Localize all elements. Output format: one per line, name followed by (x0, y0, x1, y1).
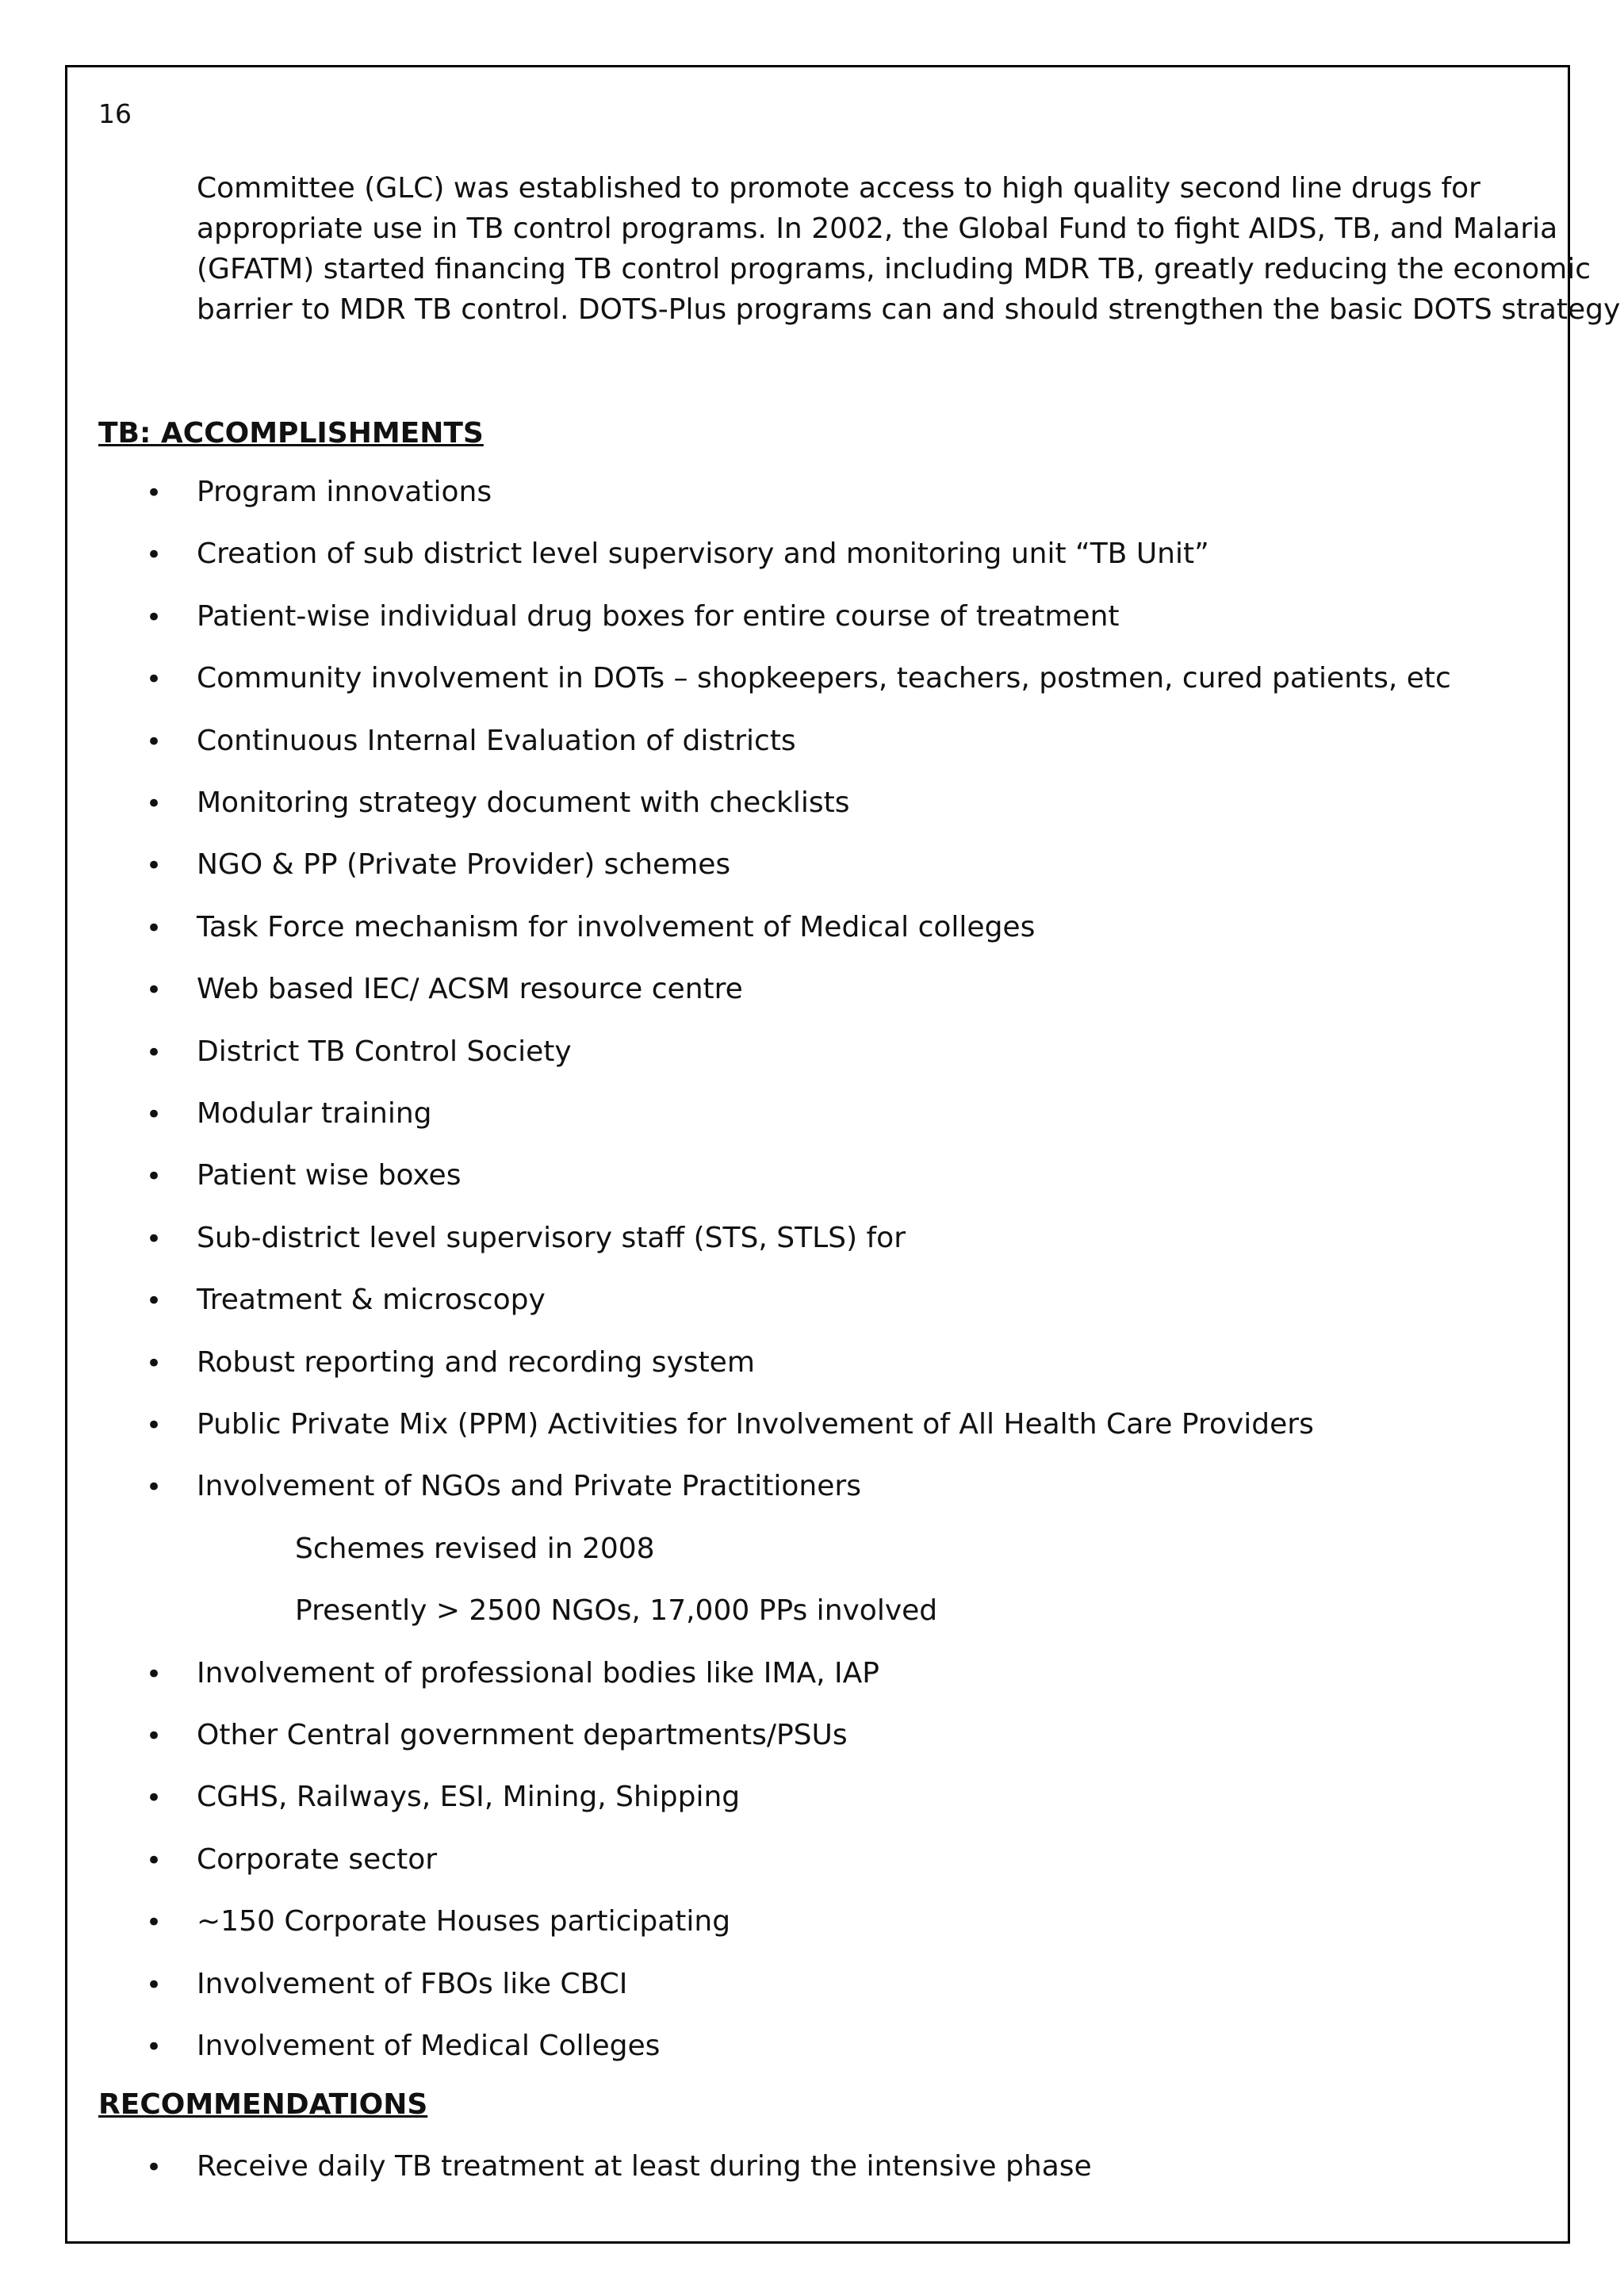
list-item: Web based IEC/ ACSM resource centre (197, 973, 743, 1005)
intro-paragraph (197, 168, 1621, 330)
list-item: Creation of sub district level supervisory and monitoring unit “TB Unit” (197, 538, 1209, 570)
bullet-icon: • (146, 1907, 163, 1938)
list-subitem: Schemes revised in 2008 (295, 1533, 655, 1565)
list-item: Monitoring strategy document with checklists (197, 786, 850, 819)
bullet-icon: • (146, 1099, 163, 1131)
bullet-icon: • (146, 913, 163, 944)
bullet-icon: • (146, 974, 163, 1006)
list-item: ~150 Corporate Houses participating (197, 1905, 731, 1938)
bullet-icon: • (146, 1782, 163, 1814)
list-item: Patient wise boxes (197, 1159, 462, 1192)
bullet-icon: • (146, 2152, 163, 2183)
list-item: Involvement of FBOs like CBCI (197, 1968, 628, 2000)
intro-line: (GFATM) started financing TB control programs, including MDR TB, greatly reducing the economic (197, 253, 1591, 285)
list-item: Continuous Internal Evaluation of districts (197, 725, 796, 757)
list-item: Program innovations (197, 476, 492, 508)
list-item: Receive daily TB treatment at least during the intensive phase (197, 2150, 1092, 2183)
intro-line: barrier to MDR TB control. DOTS-Plus programs can and should strengthen the basic DOTS strategy (197, 293, 1621, 326)
bullet-icon: • (146, 1348, 163, 1380)
bullet-icon: • (146, 1037, 163, 1069)
intro-line: Committee (GLC) was established to promote access to high quality second line drugs for (197, 172, 1480, 205)
list-item: District TB Control Society (197, 1035, 572, 1068)
bullet-icon: • (146, 1223, 163, 1255)
list-item: Public Private Mix (PPM) Activities for Involvement of All Health Care Providers (197, 1408, 1314, 1441)
bullet-icon: • (146, 1410, 163, 1441)
accomplishments-heading: TB: ACCOMPLISHMENTS (98, 417, 484, 450)
bullet-icon: • (146, 477, 163, 509)
list-item: Involvement of NGOs and Private Practitioners (197, 1470, 861, 1502)
bullet-icon: • (146, 1285, 163, 1317)
list-item: Corporate sector (197, 1843, 438, 1876)
list-item: Patient-wise individual drug boxes for entire course of treatment (197, 600, 1120, 633)
list-item: Modular training (197, 1097, 432, 1130)
bullet-icon: • (146, 788, 163, 820)
bullet-icon: • (146, 602, 163, 633)
intro-line: appropriate use in TB control programs. In 2002, the Global Fund to fight AIDS, TB, and Malaria (197, 212, 1558, 245)
bullet-icon: • (146, 664, 163, 695)
bullet-icon: • (146, 1969, 163, 2001)
list-item: Task Force mechanism for involvement of Medical colleges (197, 911, 1036, 943)
page-number: 16 (98, 98, 132, 129)
list-item: CGHS, Railways, ESI, Mining, Shipping (197, 1781, 741, 1813)
bullet-icon: • (146, 726, 163, 758)
bullet-icon: • (146, 850, 163, 882)
bullet-icon: • (146, 1720, 163, 1752)
list-item: Involvement of professional bodies like IMA, IAP (197, 1657, 879, 1689)
bullet-icon: • (146, 1659, 163, 1690)
list-item: Sub-district level supervisory staff (STS, STLS) for (197, 1222, 906, 1254)
list-item: NGO & PP (Private Provider) schemes (197, 848, 731, 881)
list-item: Involvement of Medical Colleges (197, 2030, 661, 2062)
list-item: Robust reporting and recording system (197, 1346, 755, 1379)
recommendations-heading: RECOMMENDATIONS (98, 2088, 428, 2121)
bullet-icon: • (146, 539, 163, 571)
bullet-icon: • (146, 2031, 163, 2063)
list-item: Treatment & microscopy (197, 1284, 546, 1316)
list-item: Community involvement in DOTs – shopkeepers, teachers, postmen, cured patients, etc (197, 662, 1451, 695)
list-item: Other Central government departments/PSUs (197, 1719, 848, 1751)
bullet-icon: • (146, 1471, 163, 1503)
bullet-icon: • (146, 1845, 163, 1877)
list-subitem: Presently > 2500 NGOs, 17,000 PPs involved (295, 1594, 938, 1627)
bullet-icon: • (146, 1161, 163, 1192)
